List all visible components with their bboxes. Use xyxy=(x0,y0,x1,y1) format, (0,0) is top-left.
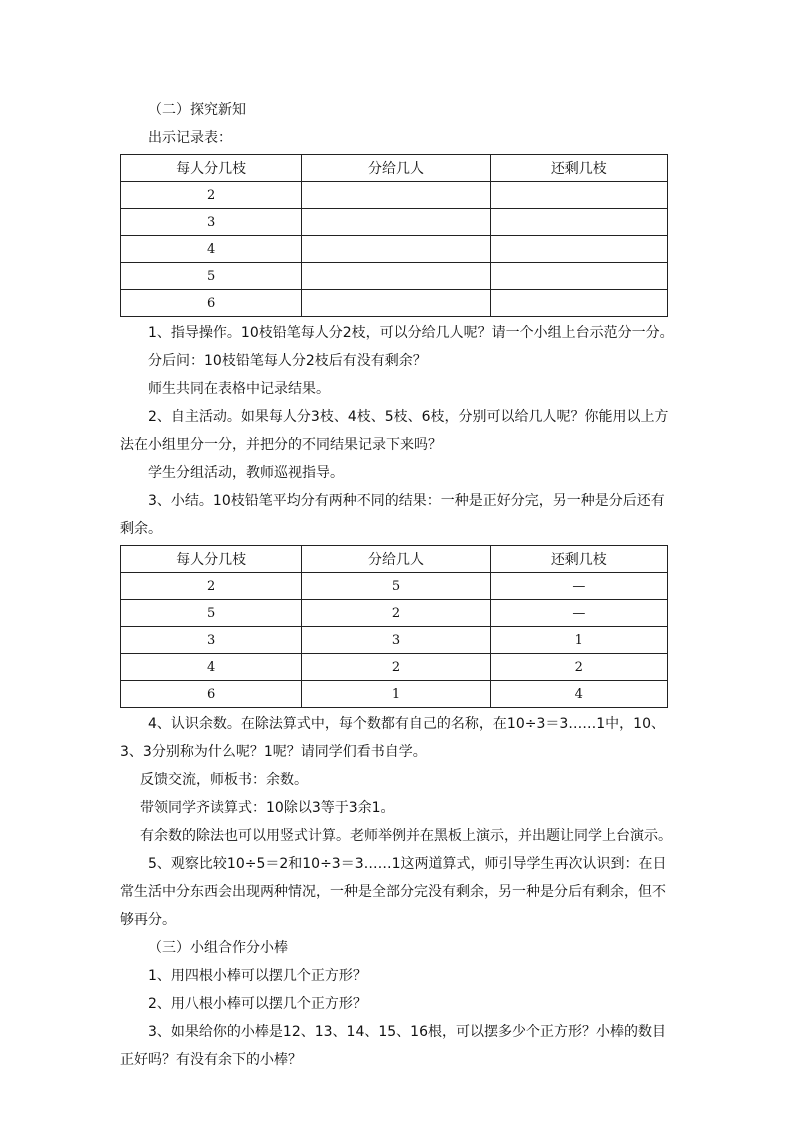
table-cell: 4 xyxy=(121,654,302,681)
table-cell xyxy=(302,182,490,209)
table-cell: 6 xyxy=(121,290,302,317)
question: 1、用四根小棒可以摆几个正方形？ xyxy=(148,968,367,984)
table-cell: 5 xyxy=(302,573,490,600)
section-title: （三）小组合作分小棒 xyxy=(148,940,288,956)
table-cell: 5 xyxy=(121,263,302,290)
table-cell xyxy=(302,209,490,236)
table-cell xyxy=(490,263,667,290)
paragraph: 5、观察比较10÷5＝2和10÷3＝3……1这两道算式，师引导学生再次认识到：在日常生活中分东西会出现两种情况，一种是全部分完没有剩余，另一种是分后有剩余，但不够再分。 xyxy=(120,856,667,928)
table-row xyxy=(121,209,668,236)
paragraph: 师生共同在表格中记录结果。 xyxy=(148,381,330,397)
paragraph: 2、自主活动。如果每人分3枝、4枝、5枝、6枝，分别可以给几人呢？你能用以上方法在小组里分一分，并把分的不同结果记录下来吗？ xyxy=(120,409,669,453)
table-row xyxy=(121,290,668,317)
column-header: 分给几人 xyxy=(302,155,490,182)
paragraph: 学生分组活动，教师巡视指导。 xyxy=(148,465,344,481)
table-cell: 2 xyxy=(490,654,667,681)
table-header-row xyxy=(121,155,668,182)
table-cell: 5 xyxy=(121,600,302,627)
table-cell: 4 xyxy=(490,681,667,708)
question: 2、用八根小棒可以摆几个正方形？ xyxy=(148,996,367,1012)
document-body xyxy=(120,96,678,1074)
section-title: （二）探究新知 xyxy=(148,102,246,118)
question: 3、如果给你的小棒是12、13、14、15、16根，可以摆多少个正方形？小棒的数目正好吗？有没有余下的小棒？ xyxy=(120,1024,666,1068)
table-row xyxy=(121,627,668,654)
table-cell xyxy=(490,290,667,317)
table-cell xyxy=(490,236,667,263)
paragraph: 反馈交流，师板书：余数。 xyxy=(140,772,308,788)
table-row xyxy=(121,263,668,290)
table-cell: 3 xyxy=(121,627,302,654)
paragraph: 3、小结。10枝铅笔平均分有两种不同的结果：一种是正好分完，另一种是分后还有剩余。 xyxy=(120,493,665,537)
table-cell: 2 xyxy=(302,600,490,627)
paragraph: 1、指导操作。10枝铅笔每人分2枝，可以分给几人呢？请一个小组上台示范分一分。 xyxy=(148,325,674,341)
table-cell: 3 xyxy=(121,209,302,236)
paragraph: 带领同学齐读算式：10除以3等于3余1。 xyxy=(140,800,395,816)
table-cell: 2 xyxy=(302,654,490,681)
table-intro: 出示记录表： xyxy=(148,130,232,146)
table-header-row xyxy=(121,546,668,573)
paragraph: 4、认识余数。在除法算式中，每个数都有自己的名称，在10÷3＝3……1中，10、3、3分别称为什么呢？1呢？请同学们看书自学。 xyxy=(120,716,665,760)
table-row xyxy=(121,681,668,708)
table-cell: — xyxy=(490,600,667,627)
table-cell: 2 xyxy=(121,573,302,600)
paragraph: 分后问：10枝铅笔每人分2枝后有没有剩余？ xyxy=(148,353,427,369)
column-header: 还剩几枝 xyxy=(490,155,667,182)
table-cell xyxy=(302,236,490,263)
table-row xyxy=(121,600,668,627)
paragraph: 有余数的除法也可以用竖式计算。老师举例并在黑板上演示，并出题让同学上台演示。 xyxy=(140,828,672,844)
table-cell: — xyxy=(490,573,667,600)
table-row xyxy=(121,654,668,681)
table-cell xyxy=(490,182,667,209)
table-cell: 6 xyxy=(121,681,302,708)
column-header: 还剩几枝 xyxy=(490,546,667,573)
table-cell: 1 xyxy=(302,681,490,708)
table-cell: 3 xyxy=(302,627,490,654)
table-cell: 4 xyxy=(121,236,302,263)
table-cell xyxy=(302,263,490,290)
table-cell: 2 xyxy=(121,182,302,209)
table-cell xyxy=(490,209,667,236)
column-header: 每人分几枝 xyxy=(121,155,302,182)
record-table-results xyxy=(120,545,668,708)
table-row xyxy=(121,182,668,209)
record-table-empty xyxy=(120,154,668,317)
column-header: 每人分几枝 xyxy=(121,546,302,573)
table-cell: 1 xyxy=(490,627,667,654)
table-row xyxy=(121,236,668,263)
column-header: 分给几人 xyxy=(302,546,490,573)
table-cell xyxy=(302,290,490,317)
table-row xyxy=(121,573,668,600)
